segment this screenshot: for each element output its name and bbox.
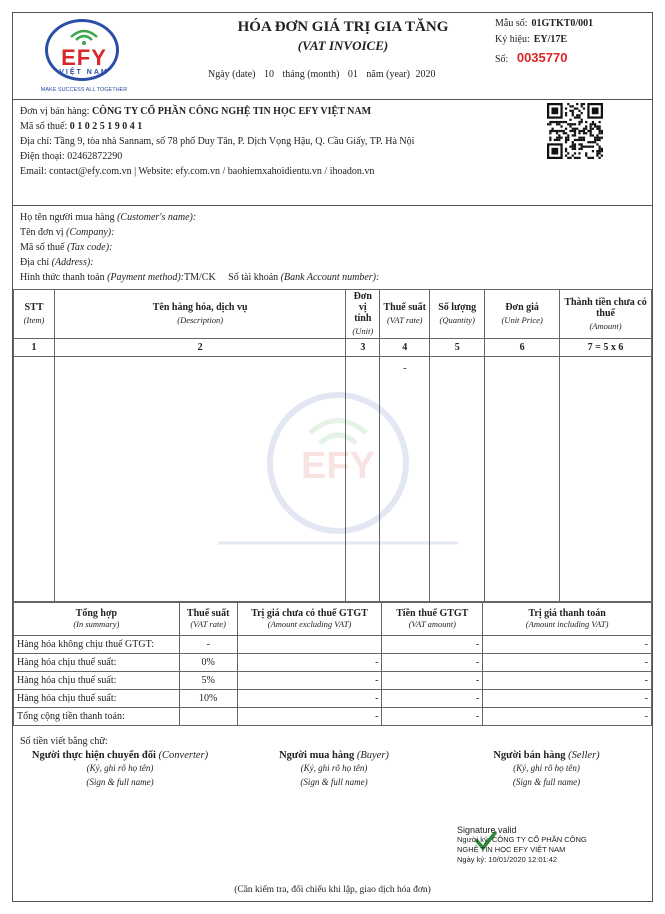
item-rate-mark: -: [380, 357, 430, 603]
seller-website-label: | Website:: [134, 166, 174, 177]
items-table: [13, 289, 652, 603]
buyer-company-label: Tên đơn vị: [20, 227, 64, 238]
logo-brand: EFY: [61, 45, 107, 70]
form-number: [495, 18, 593, 29]
summary-row: Hàng hóa không chịu thuế GTGT: - - -: [14, 636, 652, 654]
seller-website-link[interactable]: efy.com.vn / baohiemxahoidientu.vn / ihoadon.vn: [175, 166, 375, 177]
sig-converter: Người thực hiện chuyển đổi (Converter) (Ký, ghi rõ họ tên) (Sign & full name): [31, 750, 209, 787]
seller-name-label: Đơn vị bán hàng:: [20, 106, 90, 117]
logo-country: VIỆT NAM: [59, 69, 109, 76]
col-number: 3: [346, 339, 380, 357]
buyer-name-label: Họ tên người mua hàng: [20, 212, 115, 223]
payment-value: TM/CK: [184, 272, 216, 283]
sum-col-vat: Tiền thuế GTGT (VAT amount): [382, 602, 483, 636]
col-unit-price: Đơn giá (Unit Price): [485, 290, 560, 339]
col-number: 7 = 5 x 6: [560, 339, 652, 357]
invoice-number: [495, 50, 567, 65]
invoice-title: HÓA ĐƠN GIÁ TRỊ GIA TĂNG: [237, 19, 449, 35]
invoice-subtitle: (VAT INVOICE): [297, 38, 389, 53]
buyer-address-label-en: (Address):: [51, 257, 94, 268]
seller-tax: 0 1 0 2 5 1 9 0 4 1: [69, 121, 143, 132]
col-number: 1: [14, 339, 55, 357]
items-header-row: [14, 290, 652, 339]
seller-address-label: Địa chỉ:: [20, 136, 52, 147]
sig-seller: Người bán hàng (Seller) (Ký, ghi rõ họ tên) (Sign & full name): [493, 750, 600, 787]
col-number: 5: [430, 339, 485, 357]
payment-label: Hình thức thanh toán: [20, 272, 105, 283]
date-year: 2020: [415, 69, 436, 80]
invoice-date: [208, 69, 442, 80]
sum-col-rate: Thuế suất (VAT rate): [179, 602, 237, 636]
col-quantity: Số lượng (Quantity): [430, 290, 485, 339]
summary-total-row: Tổng cộng tiền thanh toán: - - -: [14, 708, 652, 726]
col-unit: Đơn vị tính (Unit): [346, 290, 380, 339]
date-month-label: tháng (month): [282, 69, 340, 80]
summary-header-row: [14, 602, 652, 636]
items-number-row: [14, 339, 652, 357]
form-value: 01GTKT0/001: [531, 18, 594, 29]
amount-in-words-label: Số tiền viết bằng chữ:: [20, 736, 108, 747]
seller-phone-label: Điện thoại:: [20, 151, 65, 162]
col-description: Tên hàng hóa, dịch vụ (Description): [54, 290, 345, 339]
logo-slogan: MAKE SUCCESS ALL TOGETHER: [40, 87, 128, 93]
buyer-name-label-en: (Customer's name):: [117, 212, 197, 223]
seller-address: Tầng 9, tòa nhà Sannam, số 78 phố Duy Tân, P. Dịch Vọng Hậu, Q. Cầu Giấy, TP. Hà Nội: [54, 136, 415, 147]
qr-code: [547, 103, 603, 159]
account-label: Số tài khoản: [228, 272, 279, 283]
payment-label-en: (Payment method):: [107, 272, 184, 283]
seller-email-label: Email:: [20, 166, 47, 177]
col-vat-rate: Thuế suất (VAT rate): [380, 290, 430, 339]
col-amount: Thành tiền chưa có thuế (Amount): [560, 290, 652, 339]
date-day: 10: [263, 69, 274, 80]
signer-name: CÔNG TY CỔ PHẦN CÔNG NGHỆ TIN HỌC EFY VIỆT NAM: [457, 835, 587, 854]
invoice-page: [12, 12, 653, 902]
signer-label: Người ký:: [457, 835, 490, 844]
divider: [13, 205, 652, 206]
buyer-tax-label-en: (Tax code):: [66, 242, 113, 253]
seller-tax-label: Mã số thuế:: [20, 121, 68, 132]
signature-valid: Signature valid: [457, 825, 517, 835]
col-number: 6: [485, 339, 560, 357]
summary-row: Hàng hóa chịu thuế suất: 10% - - -: [14, 690, 652, 708]
form-label: Mẫu số:: [495, 18, 528, 29]
account-label-en: (Bank Account number):: [280, 272, 380, 283]
sig-buyer: Người mua hàng (Buyer) (Ký, ghi rõ họ tên) (Sign & full name): [279, 750, 389, 787]
col-item: STT (Item): [14, 290, 55, 339]
invoice-symbol: [495, 34, 567, 45]
sum-col-incl: Trị giá thanh toán (Amount including VAT): [483, 602, 652, 636]
buyer-tax-label: Mã số thuế: [20, 242, 65, 253]
symbol-label: Ký hiệu:: [495, 34, 530, 45]
summary-row: Hàng hóa chịu thuế suất: 0% - - -: [14, 654, 652, 672]
buyer-company-label-en: (Company):: [66, 227, 115, 238]
items-body: [14, 357, 652, 603]
divider: [13, 99, 652, 100]
efy-logo: [33, 17, 135, 99]
symbol-value: EY/17E: [533, 34, 568, 45]
buyer-block: [20, 210, 379, 285]
number-label: Số:: [495, 54, 509, 65]
summary-table: [13, 601, 652, 726]
sign-date-label: Ngày ký:: [457, 855, 487, 864]
sum-col-excl: Trị giá chưa có thuế GTGT (Amount excluding VAT): [237, 602, 382, 636]
col-number: 4: [380, 339, 430, 357]
col-number: 2: [54, 339, 345, 357]
sign-date: 10/01/2020 12:01:42: [488, 855, 558, 864]
footer-note: (Cần kiểm tra, đối chiếu khi lập, giao dịch hóa đơn): [234, 885, 431, 895]
seller-phone: 02462872290: [67, 151, 123, 162]
digital-signature: [457, 825, 607, 865]
seller-name: CÔNG TY CỔ PHẦN CÔNG NGHỆ TIN HỌC EFY VIỆT NAM: [91, 106, 372, 117]
number-value: 0035770: [516, 50, 568, 65]
date-month: 01: [347, 69, 358, 80]
date-prefix: Ngày (date): [208, 69, 256, 80]
seller-block: [20, 104, 414, 179]
svg-text:EFY: EFY: [301, 445, 375, 487]
summary-row: Hàng hóa chịu thuế suất: 5% - - -: [14, 672, 652, 690]
seller-email-link[interactable]: contact@efy.com.vn: [49, 166, 132, 177]
wifi-icon: [69, 27, 99, 45]
sum-col-label: Tổng hợp (In summary): [14, 602, 180, 636]
buyer-address-label: Địa chỉ: [20, 257, 50, 268]
date-year-label: năm (year): [366, 69, 411, 80]
